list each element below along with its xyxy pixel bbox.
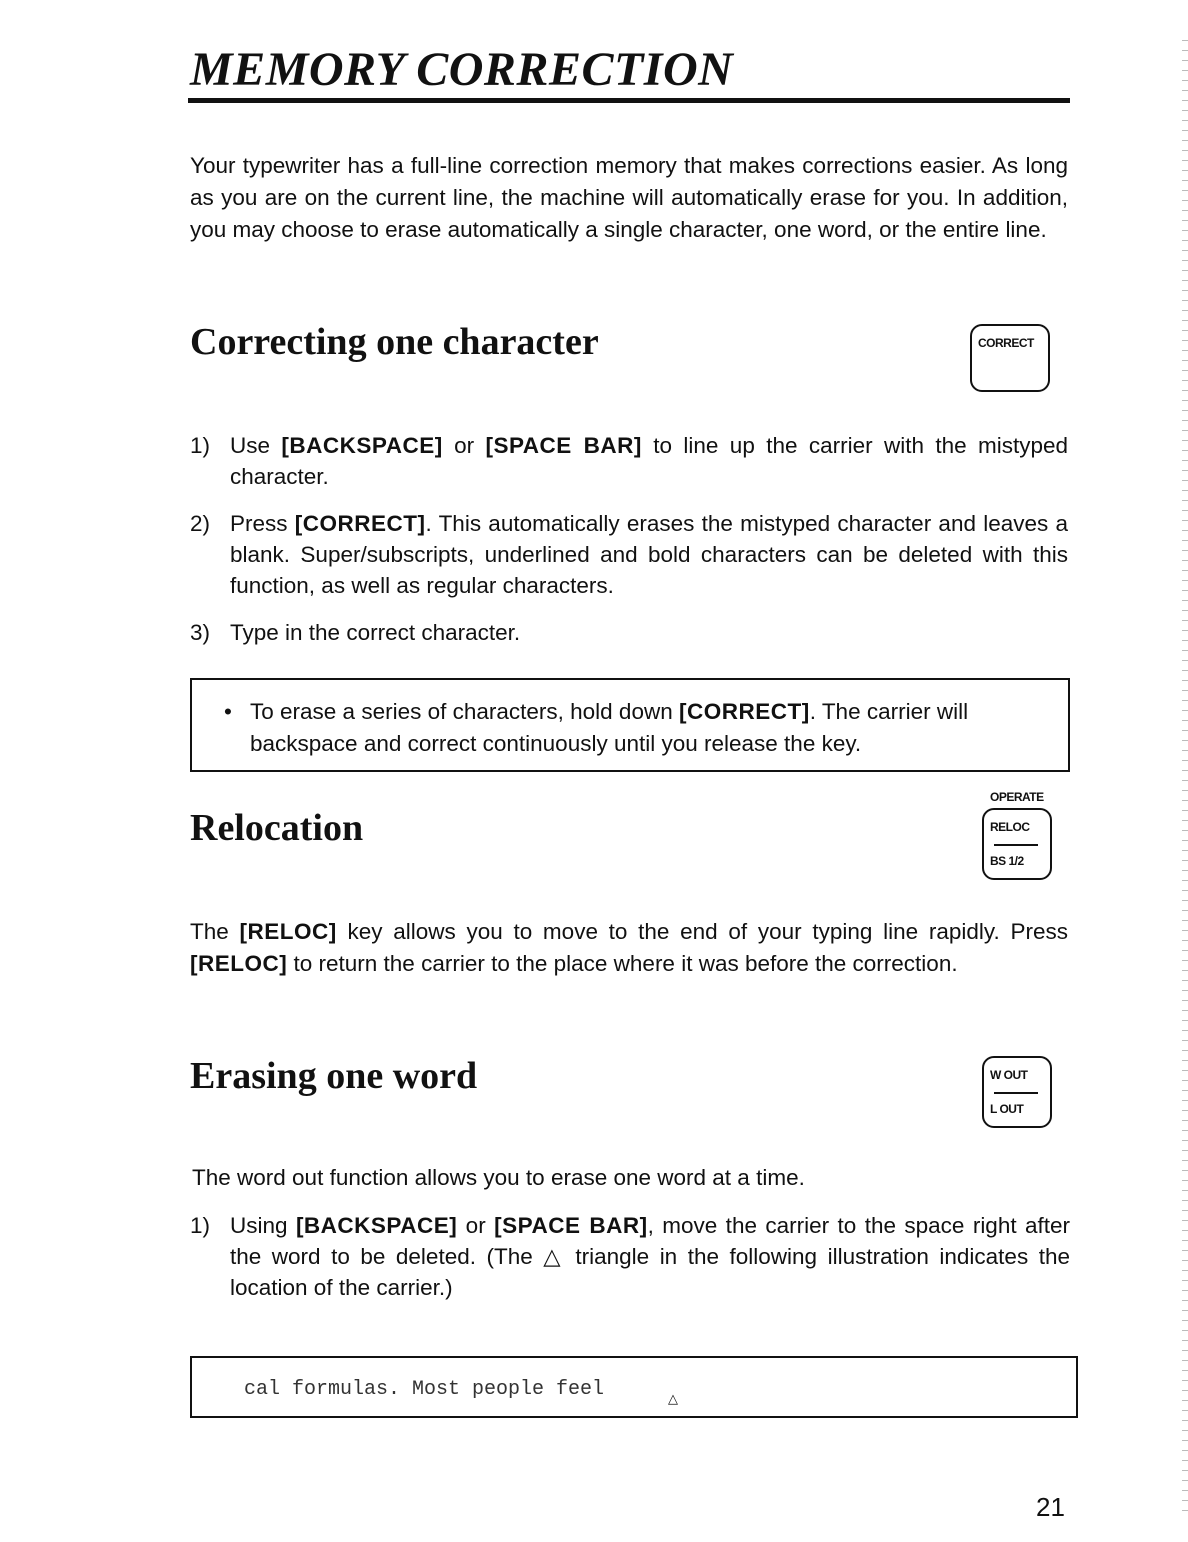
word-out-key-icon bbox=[982, 1056, 1052, 1128]
step-number: 3) bbox=[190, 620, 211, 645]
erasing-intro: The word out function allows you to erase one word at a time. bbox=[192, 1165, 805, 1190]
bs-half-key-label: BS 1/2 bbox=[990, 854, 1024, 868]
step-number: 2) bbox=[190, 511, 211, 536]
key-divider bbox=[994, 844, 1038, 846]
page-number: 21 bbox=[1036, 1492, 1065, 1522]
note-text: To erase a series of characters, hold down [CORRECT]. The carrier will backspace and correct continuously until you release the key. bbox=[250, 699, 969, 756]
heading-relocation: Relocation bbox=[190, 807, 364, 849]
title-rule bbox=[188, 98, 1070, 103]
step-1 bbox=[190, 1210, 1070, 1303]
correct-key-icon bbox=[970, 324, 1050, 392]
step-text: Press [CORRECT]. This automatically erases the mistyped character and leaves a blank. Super/subscripts, underlined and bold characters can be deleted with this function, as well as regular characters. bbox=[230, 511, 1068, 598]
bullet-icon: • bbox=[224, 699, 232, 724]
page-title: MEMORY CORRECTION bbox=[190, 43, 734, 96]
word-out-key-label: W OUT bbox=[990, 1068, 1028, 1082]
margin-ticks bbox=[1182, 40, 1188, 1520]
reloc-key-icon bbox=[982, 808, 1052, 880]
step-1 bbox=[190, 430, 1068, 492]
step-text: Type in the correct character. bbox=[230, 620, 521, 645]
intro-paragraph: Your typewriter has a full-line correction memory that makes corrections easier. As long as you are on the current line, the machine will automatically erase for you. In addition, you may choose to erase automatically a single character, one word, or the entire line. bbox=[190, 153, 1068, 242]
example-baseline bbox=[190, 1416, 1078, 1418]
correct-key-label: CORRECT bbox=[978, 336, 1034, 350]
step-number: 1) bbox=[190, 1213, 211, 1238]
note-box bbox=[190, 678, 1070, 772]
step-number: 1) bbox=[190, 433, 211, 458]
line-out-key-label: L OUT bbox=[990, 1102, 1024, 1116]
key-divider bbox=[994, 1092, 1038, 1094]
step-text: Use [BACKSPACE] or [SPACE BAR] to line up the carrier with the mistyped character. bbox=[230, 433, 1068, 489]
correcting-steps bbox=[190, 430, 1068, 648]
heading-correcting: Correcting one character bbox=[190, 321, 599, 363]
example-illustration bbox=[190, 1356, 1078, 1416]
relocation-paragraph: The [RELOC] key allows you to move to the end of your typing line rapidly. Press [RELOC] to return the carrier to the place where it was before the correction. bbox=[190, 919, 1068, 976]
heading-erasing: Erasing one word bbox=[190, 1055, 478, 1097]
erasing-steps bbox=[190, 1210, 1070, 1303]
triangle-icon: △ bbox=[543, 1244, 565, 1269]
step-2 bbox=[190, 508, 1068, 601]
step-text: Using [BACKSPACE] or [SPACE BAR], move the carrier to the space right after the word to be deleted. (The △ triangle in the following illustration indicates the location of the carrier.) bbox=[230, 1213, 1071, 1300]
note-item bbox=[224, 696, 1038, 760]
example-text: cal formulas. Most people feel bbox=[244, 1378, 605, 1401]
reloc-key-label: RELOC bbox=[990, 820, 1030, 834]
operate-label: OPERATE bbox=[990, 790, 1044, 804]
step-3 bbox=[190, 617, 1068, 648]
carrier-triangle-icon: △ bbox=[668, 1391, 678, 1406]
